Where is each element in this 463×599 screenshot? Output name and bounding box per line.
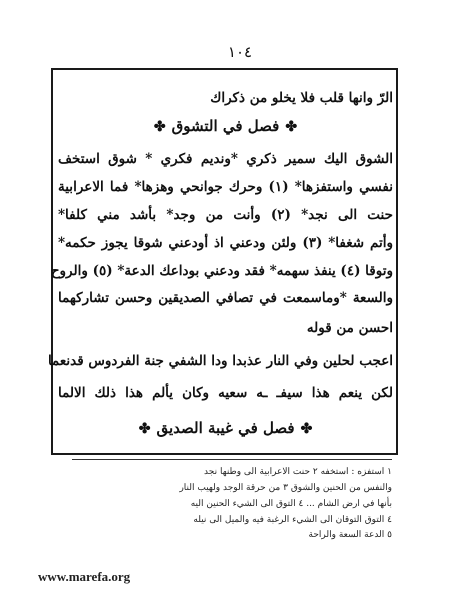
text-line: والسعة *وماسمعت في تصافي الصديقين وحسن تشاركهما <box>58 290 393 306</box>
ornament-icon: ✤ <box>285 119 298 135</box>
section-heading <box>58 115 393 138</box>
ornament-icon: ✤ <box>153 119 166 135</box>
footnote: والنفس من الحنين والشوق ٣ من حرقة الوجد ولهيب النار <box>179 483 392 493</box>
ornament-icon: ✤ <box>300 421 313 437</box>
text-line: وتوقا (٤) ينفذ سهمه* فقد ودعني بوداعك الدعة* (٥) والروح <box>50 263 393 279</box>
page-number: ١٠٤ <box>227 43 253 61</box>
text-line: وأتم شغفا* (٣) ولئن ودعني اذ أودعني شوقا يجوز حكمه* <box>58 235 393 251</box>
footnote: بأنها في ارض الشام ... ٤ التوق الى الشيء الحنين اليه <box>190 499 392 509</box>
text-line: حنت الى نجد* (٢) وأنت من وجد* بأشد مني كلفا* <box>58 207 393 223</box>
text-line: الشوق اليك سمير ذكري *ونديم فكري * شوق استخف <box>58 151 393 167</box>
footnote: ٥ الدعة السعة والراحة <box>308 530 392 540</box>
footnote: ١ استفزه : استخفه ٢ حنت الاعرابية الى وطنها نجد <box>204 467 392 477</box>
watermark: www.marefa.org <box>38 569 131 584</box>
ornament-icon: ✤ <box>138 421 151 437</box>
section-heading <box>58 417 393 440</box>
verse-line: اعجب لحلين وفي النار عذبدا ودا الشفي جنة الفردوس قدنعما <box>47 353 393 369</box>
footnote-divider <box>72 459 392 460</box>
verse-line: لكن ينعم هذا سيفـ ـه سعيه وكان يألم هذا ذلك الالما <box>58 385 393 401</box>
section-heading-text: فصل في غيبة الصديق <box>156 419 295 437</box>
text-line: احسن من قوله <box>306 320 393 336</box>
footnote: ٤ التوق التوقان الى الشيء الرغبة فيه والميل الى نيله <box>193 515 392 525</box>
text-line: الرّ وانها قلب فلا يخلو من ذكراك <box>210 90 393 106</box>
section-heading-text: فصل في التشوق <box>171 117 280 135</box>
text-line: نفسي واستفزها* (١) وحرك جوانحي وهزها* فما الاعرابية <box>58 179 393 195</box>
